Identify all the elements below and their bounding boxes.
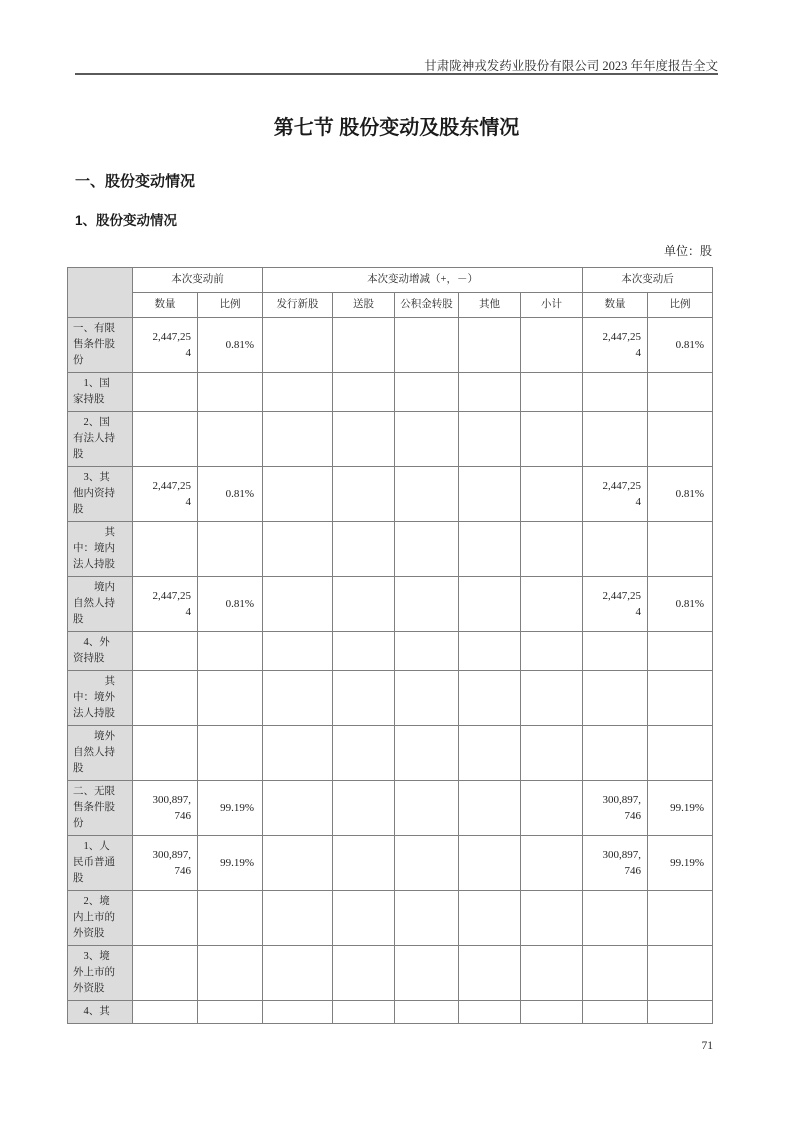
empty-cell (521, 632, 583, 671)
empty-cell (133, 671, 198, 726)
quantity-cell: 2,447,254 (133, 577, 198, 632)
row-label: 境外自然人持股 (68, 726, 133, 781)
page-number: 71 (701, 1040, 713, 1052)
empty-cell (333, 891, 395, 946)
row-label: 二、无限售条件股份 (68, 781, 133, 836)
empty-cell (263, 836, 333, 891)
quantity-cell: 300,897,746 (133, 781, 198, 836)
empty-cell (521, 726, 583, 781)
empty-cell (648, 671, 713, 726)
ratio-cell: 99.19% (198, 836, 263, 891)
empty-cell (198, 726, 263, 781)
row-label: 1、人民币普通股 (68, 836, 133, 891)
empty-cell (648, 946, 713, 1001)
empty-cell (133, 891, 198, 946)
empty-cell (263, 467, 333, 522)
empty-cell (521, 467, 583, 522)
empty-cell (459, 632, 521, 671)
empty-cell (583, 632, 648, 671)
quantity-cell: 2,447,254 (133, 318, 198, 373)
empty-cell (395, 467, 459, 522)
empty-cell (521, 373, 583, 412)
ratio-cell: 99.19% (648, 781, 713, 836)
empty-cell (263, 671, 333, 726)
sub-heading: 1、股份变动情况 (75, 213, 178, 228)
empty-cell (521, 577, 583, 632)
empty-cell (459, 1001, 521, 1024)
table-group-header-row (68, 268, 713, 293)
empty-cell (395, 373, 459, 412)
empty-cell (333, 318, 395, 373)
empty-cell (333, 946, 395, 1001)
empty-cell (648, 1001, 713, 1024)
empty-cell (521, 946, 583, 1001)
empty-cell (459, 412, 521, 467)
empty-cell (521, 522, 583, 577)
row-label: 1、国家持股 (68, 373, 133, 412)
empty-cell (459, 726, 521, 781)
share-change-table (67, 267, 713, 1024)
table-row (68, 318, 713, 373)
quantity-cell: 300,897,746 (583, 781, 648, 836)
column-header: 数量 (583, 293, 648, 318)
column-group-header: 本次变动后 (583, 268, 713, 293)
empty-cell (521, 781, 583, 836)
empty-cell (333, 1001, 395, 1024)
empty-cell (198, 373, 263, 412)
empty-cell (521, 318, 583, 373)
row-label: 其中：境外法人持股 (68, 671, 133, 726)
table-row (68, 1001, 713, 1024)
empty-cell (333, 632, 395, 671)
table-row (68, 946, 713, 1001)
quantity-cell: 2,447,254 (133, 467, 198, 522)
empty-cell (583, 726, 648, 781)
table-row (68, 522, 713, 577)
row-label: 一、有限售条件股份 (68, 318, 133, 373)
empty-cell (395, 632, 459, 671)
empty-cell (198, 671, 263, 726)
empty-cell (133, 726, 198, 781)
row-label: 3、境外上市的外资股 (68, 946, 133, 1001)
empty-cell (263, 522, 333, 577)
empty-cell (395, 781, 459, 836)
empty-cell (395, 577, 459, 632)
empty-cell (583, 373, 648, 412)
empty-cell (395, 891, 459, 946)
empty-cell (395, 522, 459, 577)
empty-cell (133, 632, 198, 671)
empty-cell (395, 946, 459, 1001)
empty-cell (263, 412, 333, 467)
empty-cell (395, 318, 459, 373)
empty-cell (395, 412, 459, 467)
empty-cell (648, 726, 713, 781)
row-label: 4、其 (68, 1001, 133, 1024)
empty-cell (583, 671, 648, 726)
empty-cell (263, 318, 333, 373)
empty-cell (263, 1001, 333, 1024)
empty-cell (648, 412, 713, 467)
empty-cell (333, 467, 395, 522)
empty-cell (133, 946, 198, 1001)
empty-cell (333, 836, 395, 891)
empty-cell (333, 373, 395, 412)
empty-cell (521, 891, 583, 946)
column-header: 送股 (333, 293, 395, 318)
column-header: 公积金转股 (395, 293, 459, 318)
column-header: 数量 (133, 293, 198, 318)
empty-cell (198, 412, 263, 467)
empty-cell (459, 577, 521, 632)
empty-cell (521, 412, 583, 467)
empty-cell (133, 522, 198, 577)
empty-cell (198, 632, 263, 671)
table-row (68, 467, 713, 522)
table-subheader-row (68, 293, 713, 318)
table-row (68, 373, 713, 412)
quantity-cell: 2,447,254 (583, 577, 648, 632)
empty-cell (333, 412, 395, 467)
quantity-cell: 2,447,254 (583, 318, 648, 373)
column-header: 小计 (521, 293, 583, 318)
empty-cell (395, 1001, 459, 1024)
empty-cell (521, 1001, 583, 1024)
empty-cell (648, 522, 713, 577)
empty-cell (521, 836, 583, 891)
empty-cell (263, 577, 333, 632)
empty-cell (198, 1001, 263, 1024)
empty-cell (648, 632, 713, 671)
quantity-cell: 300,897,746 (583, 836, 648, 891)
empty-cell (459, 946, 521, 1001)
table-row (68, 577, 713, 632)
empty-cell (263, 373, 333, 412)
quantity-cell: 2,447,254 (583, 467, 648, 522)
table-row (68, 671, 713, 726)
column-header: 比例 (648, 293, 713, 318)
ratio-cell: 0.81% (648, 577, 713, 632)
ratio-cell: 0.81% (198, 318, 263, 373)
empty-cell (459, 522, 521, 577)
empty-cell (583, 946, 648, 1001)
empty-cell (395, 726, 459, 781)
empty-cell (263, 632, 333, 671)
column-header: 比例 (198, 293, 263, 318)
empty-cell (198, 891, 263, 946)
column-header: 发行新股 (263, 293, 333, 318)
empty-cell (459, 467, 521, 522)
column-group-header: 本次变动增减（+，－） (263, 268, 583, 293)
row-label: 2、境内上市的外资股 (68, 891, 133, 946)
row-label: 3、其他内资持股 (68, 467, 133, 522)
empty-cell (263, 781, 333, 836)
empty-cell (395, 836, 459, 891)
empty-cell (198, 946, 263, 1001)
header-rule (75, 73, 718, 75)
empty-cell (459, 671, 521, 726)
row-label: 4、外资持股 (68, 632, 133, 671)
ratio-cell: 0.81% (198, 577, 263, 632)
ratio-cell: 99.19% (198, 781, 263, 836)
empty-cell (333, 671, 395, 726)
empty-cell (648, 891, 713, 946)
empty-cell (333, 577, 395, 632)
ratio-cell: 0.81% (648, 318, 713, 373)
row-label: 其中：境内法人持股 (68, 522, 133, 577)
empty-cell (263, 946, 333, 1001)
empty-cell (648, 373, 713, 412)
table-row (68, 781, 713, 836)
table-corner-cell (68, 268, 133, 318)
empty-cell (583, 522, 648, 577)
table-row (68, 726, 713, 781)
section-heading: 一、股份变动情况 (75, 173, 196, 190)
empty-cell (459, 836, 521, 891)
empty-cell (459, 891, 521, 946)
empty-cell (583, 1001, 648, 1024)
running-header: 甘肃陇神戎发药业股份有限公司 2023 年年度报告全文 (424, 59, 718, 73)
page-title: 第七节 股份变动及股东情况 (273, 117, 520, 139)
row-label: 境内自然人持股 (68, 577, 133, 632)
empty-cell (133, 412, 198, 467)
column-header: 其他 (459, 293, 521, 318)
column-group-header: 本次变动前 (133, 268, 263, 293)
empty-cell (333, 522, 395, 577)
empty-cell (459, 781, 521, 836)
empty-cell (263, 726, 333, 781)
empty-cell (333, 781, 395, 836)
row-label: 2、国有法人持股 (68, 412, 133, 467)
empty-cell (395, 671, 459, 726)
empty-cell (583, 891, 648, 946)
table-row (68, 891, 713, 946)
table-row (68, 632, 713, 671)
empty-cell (459, 318, 521, 373)
ratio-cell: 0.81% (648, 467, 713, 522)
empty-cell (333, 726, 395, 781)
empty-cell (583, 412, 648, 467)
ratio-cell: 99.19% (648, 836, 713, 891)
empty-cell (198, 522, 263, 577)
empty-cell (133, 1001, 198, 1024)
table-row (68, 412, 713, 467)
empty-cell (459, 373, 521, 412)
empty-cell (263, 891, 333, 946)
table-row (68, 836, 713, 891)
quantity-cell: 300,897,746 (133, 836, 198, 891)
ratio-cell: 0.81% (198, 467, 263, 522)
empty-cell (133, 373, 198, 412)
empty-cell (521, 671, 583, 726)
unit-label: 单位：股 (663, 244, 712, 258)
